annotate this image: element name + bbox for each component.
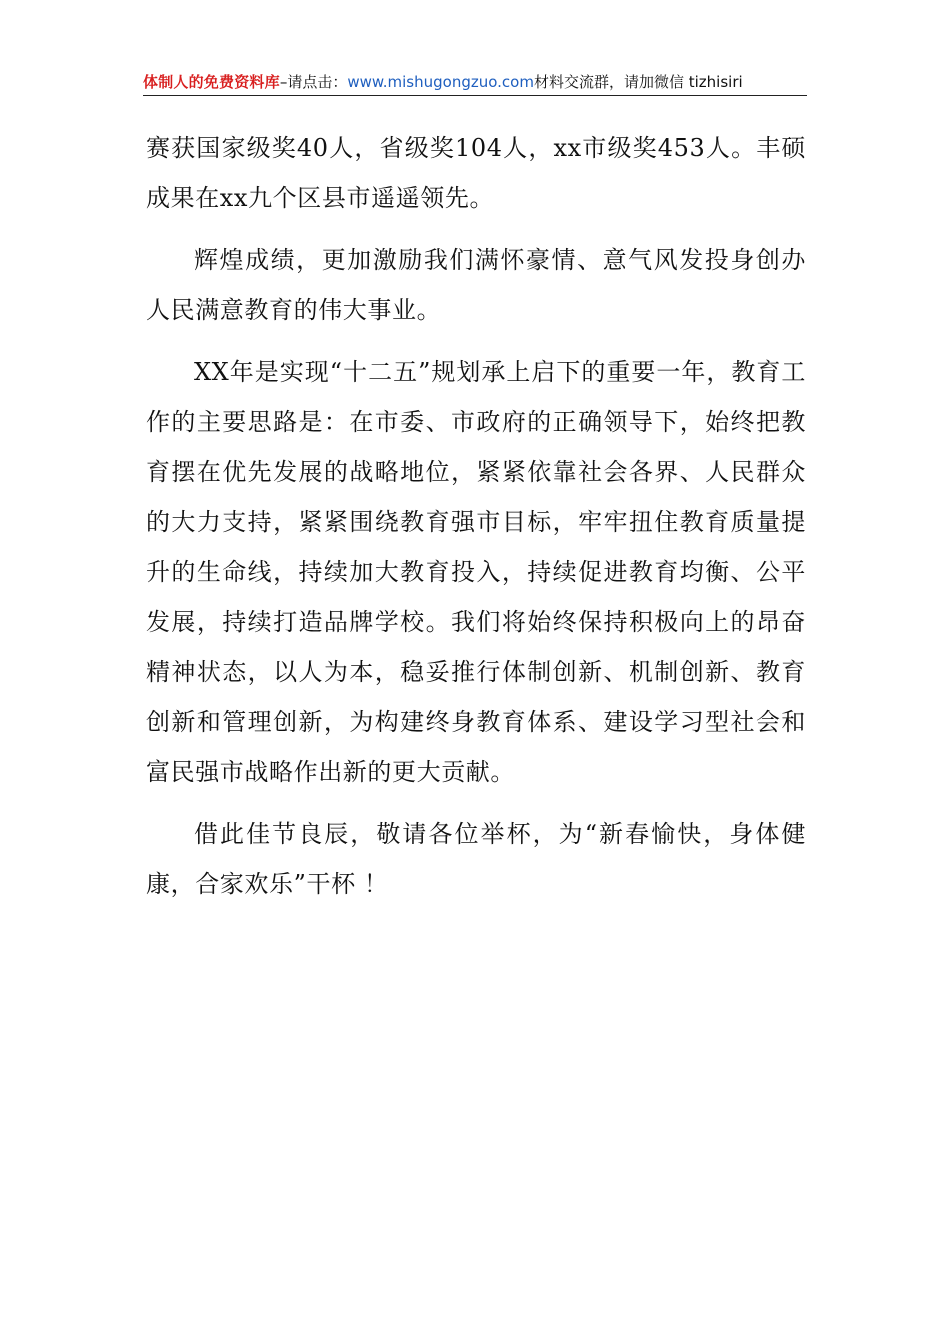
paragraph-4: 借此佳节良辰，敬请各位举杯，为“新春愉快，身体健康，合家欢乐”干杯 ！ [146, 820, 806, 898]
page-header [143, 70, 807, 94]
paragraph-3: XX年是实现“十二五”规划承上启下的重要一年，教育工作的主要思路是：在市委、市政府的正确领导下，始终把教育摆在优先发展的战略地位，紧紧依靠社会各界、人民群众的大力支持，紧紧围绕教育强市目标，牢牢扭住教育质量提升的生命线，持续加大教育投入，持续促进教育均衡、公平发展，持续打造品牌学校。我们将始终保持积极向上的昂奋精神状态，以人为本，稳妥推行体制创新、机制创新、教育创新和管理创新，为构建终身教育体系、建设学习型社会和富民强市战略作出新的更大贡献。 [146, 358, 806, 786]
paragraph-1: 赛获国家级奖40人，省级奖104人，xx市级奖453人。丰硕成果在xx九个区县市遥遥领先。 [146, 134, 806, 212]
document-body [146, 123, 806, 909]
header-tail: 材料交流群，请加微信 tizhisiri [533, 73, 743, 91]
header-separator: –请点击： [279, 73, 348, 91]
paragraph-2: 辉煌成绩，更加激励我们满怀豪情、意气风发投身创办人民满意教育的伟大事业。 [146, 246, 806, 324]
header-url-link[interactable]: www.mishugongzuo.com [347, 73, 534, 91]
header-divider [143, 95, 807, 96]
header-brand: 体制人的免费资料库 [143, 73, 280, 91]
